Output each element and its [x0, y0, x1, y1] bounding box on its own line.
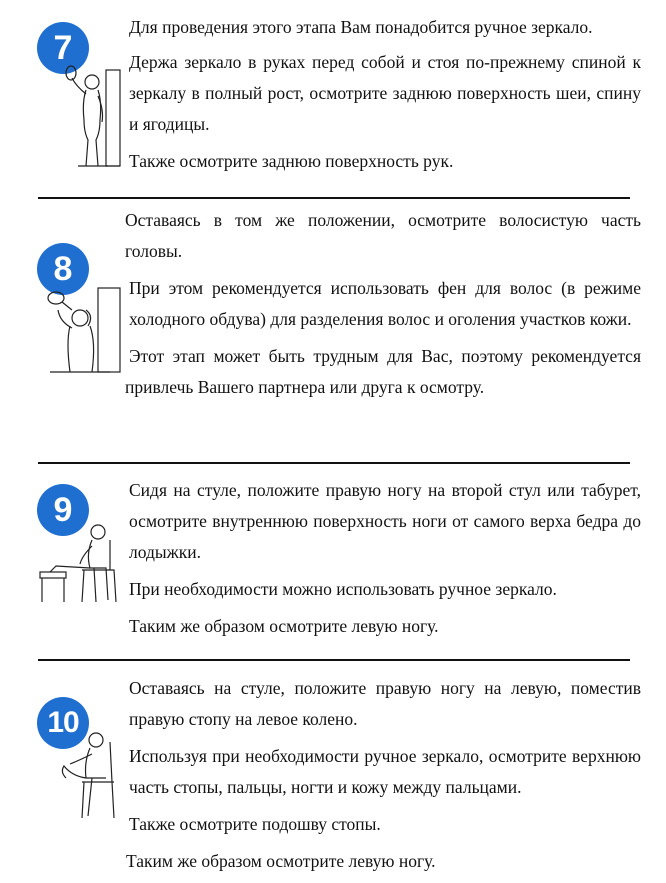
step-number-badge: 8: [37, 243, 89, 295]
person-with-hand-mirror-icon: [62, 62, 124, 172]
step-7-text: [129, 12, 641, 183]
step-8-paragraph-3: Этот этап может быть трудным для Вас, поэтому рекомендуется привлечь Вашего партнера или друга к осмотру.: [125, 346, 641, 397]
divider: [38, 197, 630, 199]
step-8-paragraph-2: При этом рекомендуется использовать фен для волос (в режиме холодного обдува) для разделения волос и оголения участков кожи.: [129, 278, 641, 329]
step-10-paragraph-4: Таким же образом осмотрите левую ногу.: [126, 851, 436, 871]
person-seated-crossed-legs-icon: [52, 726, 122, 820]
person-seated-leg-on-stool-icon: [36, 520, 122, 604]
step-10-paragraph-2: Используя при необходимости ручное зеркало, осмотрите верхнюю часть стопы, пальцы, ногти и кожу между пальцами.: [129, 746, 641, 797]
person-with-hairdryer-icon: [40, 282, 124, 374]
step-number-badge: 9: [37, 484, 89, 536]
step-9-paragraph-1: Сидя на стуле, положите правую ногу на второй стул или табурет, осмотрите внутреннюю поверхность ноги от самого верха бедра до лодыжки.: [129, 480, 641, 562]
step-10-text: [126, 673, 641, 883]
divider: [38, 462, 630, 464]
step-8-text: [125, 205, 641, 409]
step-number-badge: 10: [37, 697, 89, 749]
step-number-badge: 7: [37, 22, 89, 74]
step-7-paragraph-3: Также осмотрите заднюю поверхность рук.: [129, 151, 454, 171]
step-8-paragraph-1: Оставаясь в том же положении, осмотрите волосистую часть головы.: [125, 210, 641, 261]
step-7-paragraph-2: Держа зеркало в руках перед собой и стоя по-прежнему спиной к зеркалу в полный рост, осмотрите заднюю поверхность шеи, спину и ягодицы.: [129, 52, 641, 134]
step-7-paragraph-1: Для проведения этого этапа Вам понадобится ручное зеркало.: [129, 17, 593, 37]
divider: [38, 659, 630, 661]
step-9-paragraph-3: Таким же образом осмотрите левую ногу.: [129, 616, 439, 636]
step-9-text: [129, 475, 641, 648]
step-9-paragraph-2: При необходимости можно использовать ручное зеркало.: [129, 579, 557, 599]
step-10-paragraph-1: Оставаясь на стуле, положите правую ногу на левую, поместив правую стопу на левое колено.: [129, 678, 641, 729]
step-10-paragraph-3: Также осмотрите подошву стопы.: [129, 814, 381, 834]
